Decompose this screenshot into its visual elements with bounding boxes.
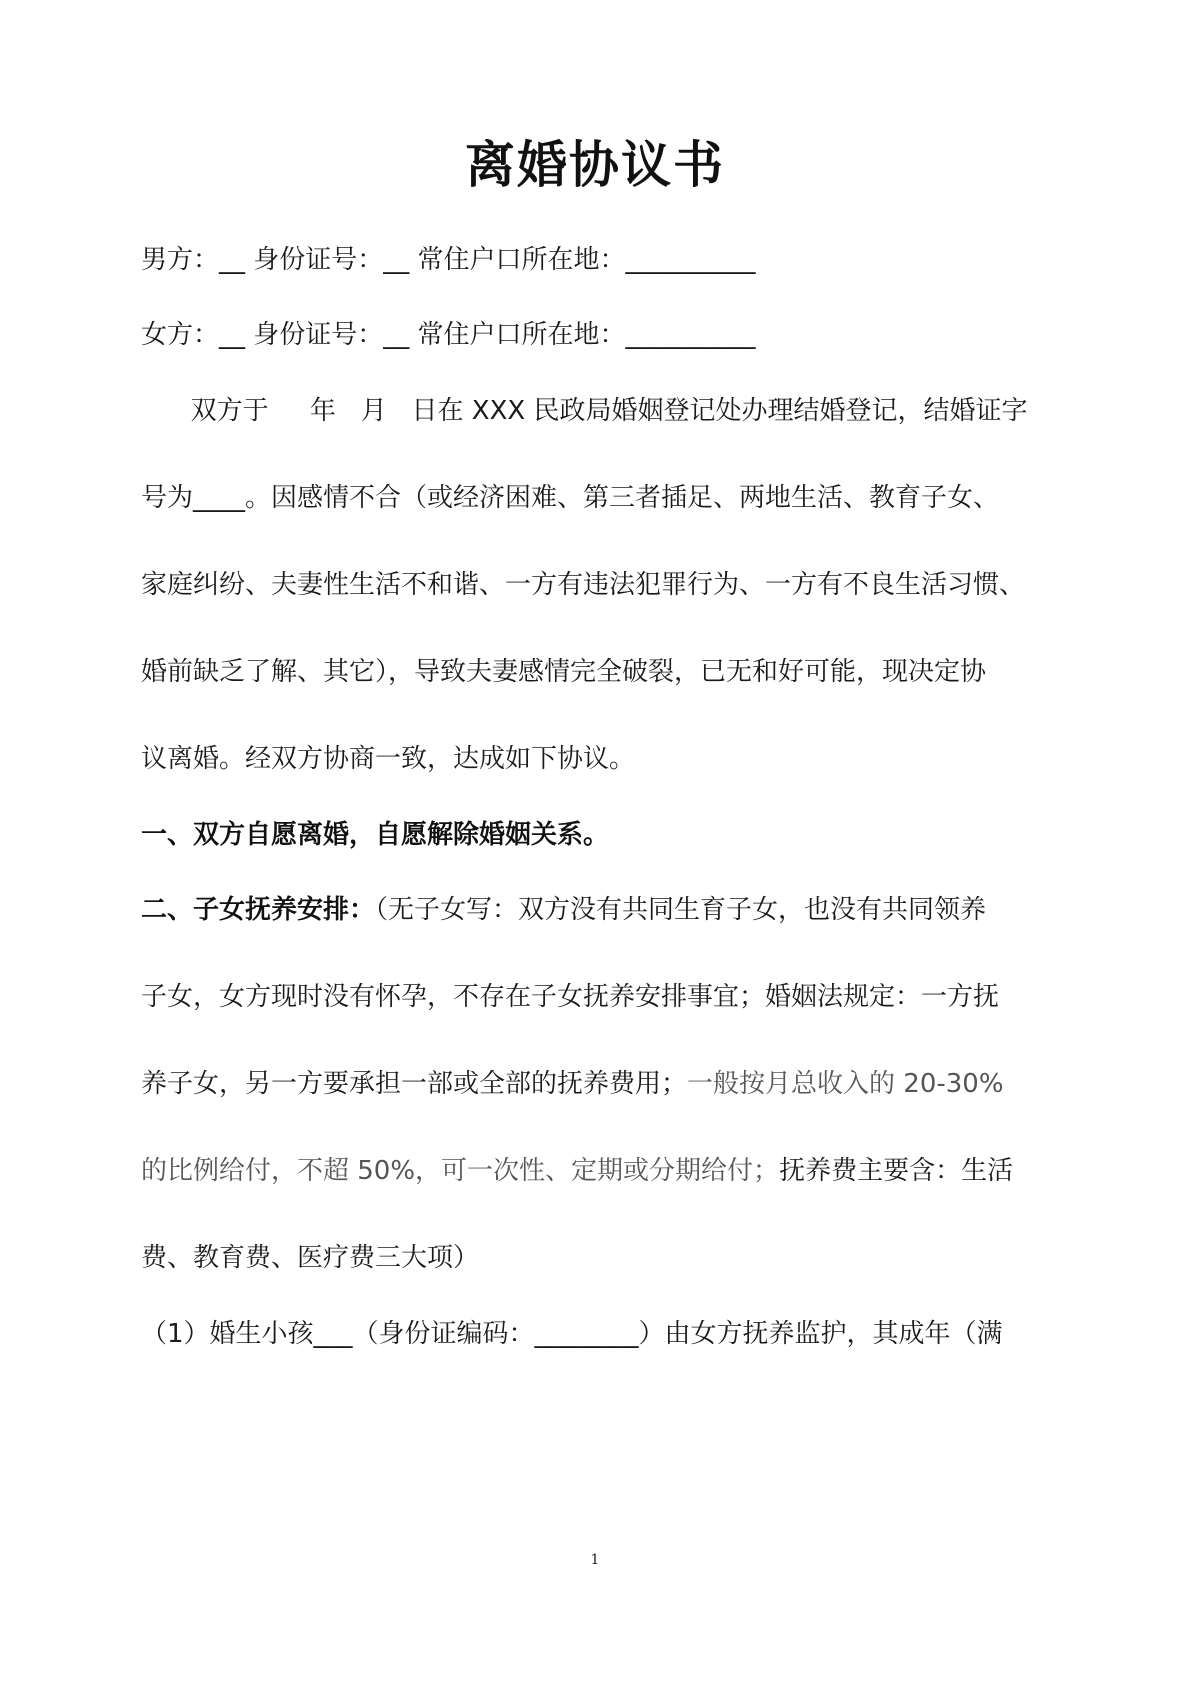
intro-paragraph-line: 双方于 年 月 日在 XXX 民政局婚姻登记处办理结婚登记，结婚证字 [141, 396, 1028, 426]
intro-paragraph-line: 议离婚。经双方协商一致，达成如下协议。 [141, 744, 636, 774]
section-two-gray-text: 的比例给付，不超 50%，可一次性、定期或分期给付； [141, 1156, 780, 1186]
intro-paragraph-line: 家庭纠纷、夫妻性生活不和谐、一方有违法犯罪行为、一方有不良生活习惯、 [141, 570, 1026, 600]
clause-one-line: （1）婚生小孩___（身份证编码：________）由女方抚养监护，其成年（满 [141, 1319, 1003, 1349]
page-number: 1 [590, 1552, 600, 1568]
section-two-heading: 二、子女抚养安排： [141, 895, 376, 925]
section-two-text: 养子女，另一方要承担一部或全部的抚养费用； [141, 1069, 688, 1099]
section-two-text: 抚养费主要含：生活 [779, 1156, 1014, 1186]
intro-paragraph-line: 婚前缺乏了解、其它），导致夫妻感情完全破裂，已无和好可能，现决定协 [141, 657, 987, 687]
section-two-line: 费、教育费、医疗费三大项） [141, 1243, 480, 1273]
document-title: 离婚协议书 [465, 136, 725, 194]
section-two-line [141, 1151, 1091, 1191]
section-one-heading: 一、双方自愿离婚，自愿解除婚姻关系。 [141, 820, 610, 850]
intro-paragraph-line: 号为____。因感情不合（或经济困难、第三者插足、两地生活、教育子女、 [141, 483, 1000, 513]
section-two-line: 子女，女方现时没有怀孕，不存在子女抚养安排事宜；婚姻法规定：一方抚 [141, 982, 1000, 1012]
man-info-line: 男方：__ 身份证号：__ 常住户口所在地：__________ [141, 245, 756, 275]
section-two-text: （无子女写：双方没有共同生育子女，也没有共同领养 [375, 895, 987, 925]
woman-info-line: 女方：__ 身份证号：__ 常住户口所在地：__________ [141, 320, 756, 350]
section-two-gray-text: 一般按月总收入的 20-30% [687, 1069, 1004, 1099]
section-two-line [141, 1064, 1091, 1104]
section-two-line [141, 890, 1091, 930]
